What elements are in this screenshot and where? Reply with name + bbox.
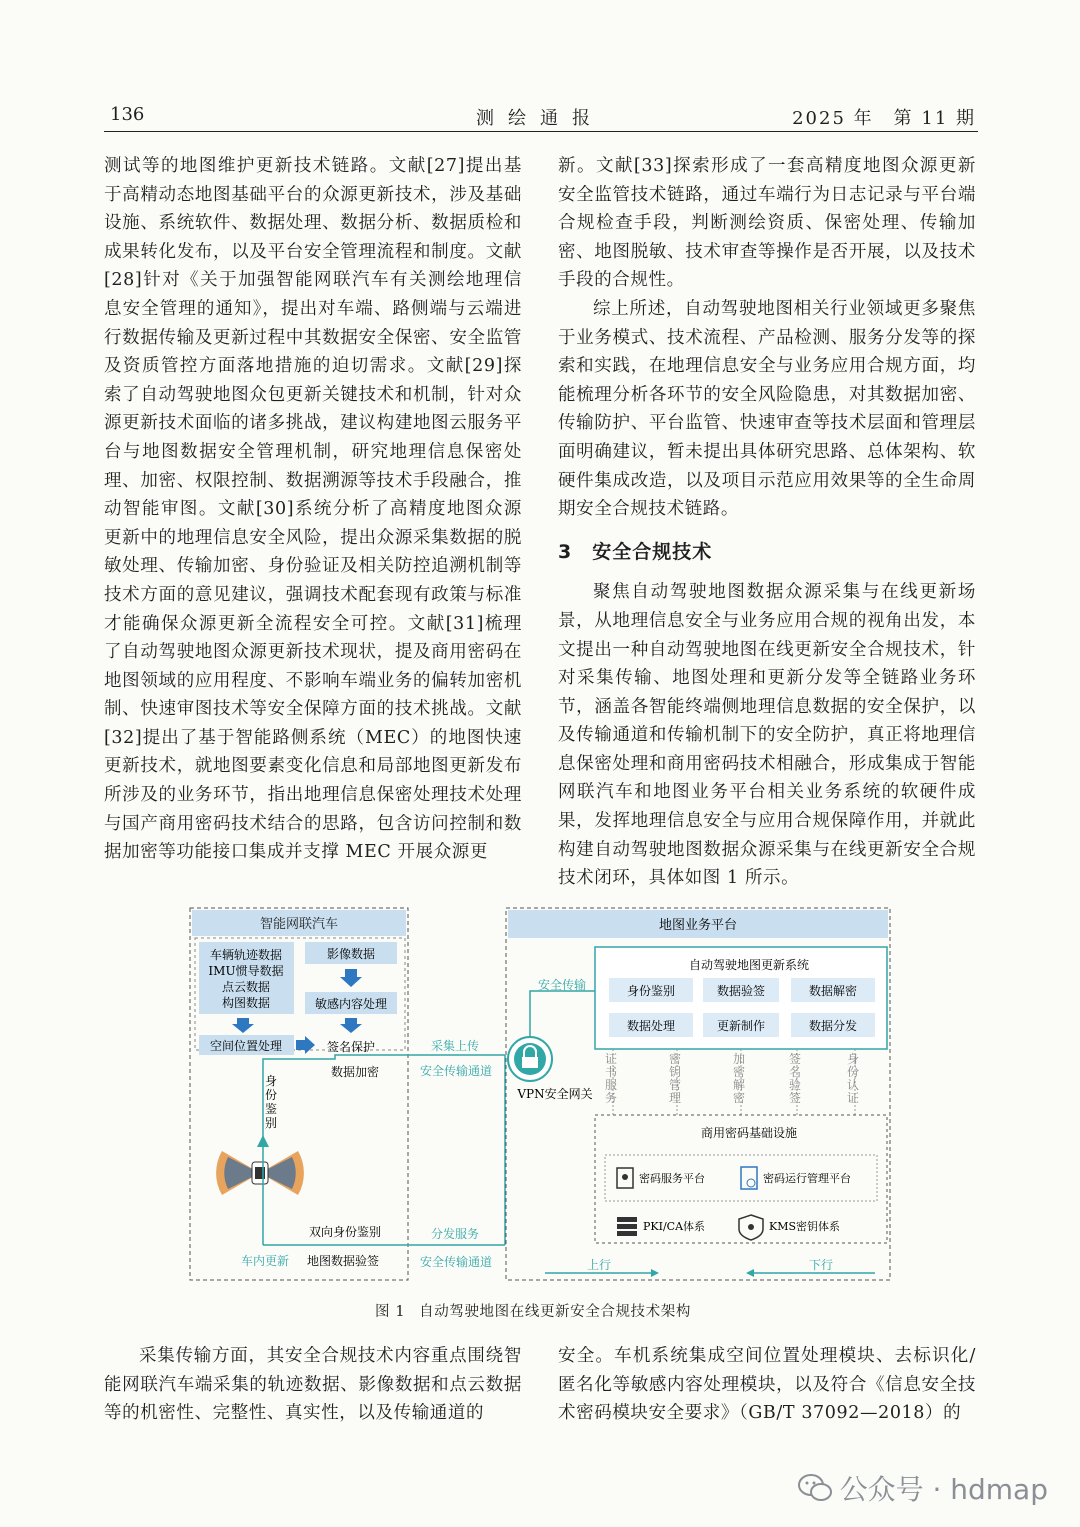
arrow-left-icon [746, 1269, 754, 1277]
secure-channel-top: 安全传输通道 [419, 1064, 493, 1078]
vpn-label: VPN安全网关 [517, 1087, 593, 1101]
bottom-left-paragraph: 采集传输方面，其安全合规技术内容重点围绕智能网联汽车端采集的轨迹数据、影像数据和点云数据等的机密性、完整性、真实性，以及传输通道的 [104, 1346, 522, 1424]
in-car-update: 车内更新 [240, 1254, 290, 1268]
sys-item: 更新制作 [716, 1019, 766, 1033]
journal-title: 测绘通报 [476, 108, 604, 129]
left-paragraph: 测试等的地图维护更新技术链路。文献[27]提出基于高精动态地图基础平台的众源更新技术，涉及基础设施、系统软件、数据处理、数据分析、数据质检和成果转化发布，以及平台安全管理流程和制度。文献[28]针对《关于加强智能网联汽车有关测绘地理信息安全管理的通知》，提出对车端、路侧端与云端进行数据传输及更新过程中其数据安全保密、安全监管及资质管控方面落地措施的迫切需求。文献[29]探索了自动驾驶地图众包更新关键技术和机制，针对众源更新技术面临的诸多挑战，建议构建地图云服务平台与地图数据安全管理机制，研究地理信息保密处理、加密、权限控制、数据溯源等技术手段融合，推动智能审图。文献[30]系统分析了高精度地图众源更新中的地理信息安全风险，提出众源采集数据的脱敏处理、传输加密、身份验证及相关防控追溯机制等技术方面的意见建议，强调技术配套现有政策与标准才能确保众源更新全流程安全可控。文献[31]梳理了自动驾驶地图众源更新技术现状，提及商用密码在地图领域的应用程度、不影响车端业务的偏转加密机制、快速审图技术等安全保障方面的技术挑战。文献[32]提出了基于智能路侧系统（MEC）的地图快速更新技术，就地图要素变化信息和局部地图更新发布所涉及的业务环节，指出地理信息保密处理技术处理与国产商用密码技术结合的思路，包含访问控制和数据加密等功能接口集成并支撑 MEC 开展众源更 [104, 156, 522, 863]
sys-item: 数据处理 [626, 1019, 676, 1033]
vehicle-data-3: 点云数据 [221, 980, 271, 994]
encrypt-label: 数据加密 [330, 1065, 380, 1079]
secure-channel-bottom: 安全传输通道 [419, 1255, 493, 1269]
identity-label [265, 1074, 277, 1130]
right-paragraph-3: 聚焦自动驾驶地图数据众源采集与在线更新场景，从地理信息安全与业务应用合规的视角出发，本文提出一种自动驾驶地图在线更新安全合规技术，针对采集传输、地图处理和更新分发等全链路业务环节，涵盖各智能终端侧地理信息数据的安全保护，以及传输通道和传输机制下的安全防护，真正将地理信息保密处理和商用密码技术相融合，形成集成于智能网联汽车和地图业务平台相关业务系统的软硬件成果，发挥地理信息安全与应用合规保障作用，并就此构建自动驾驶地图数据众源采集与在线更新安全合规技术闭环，具体如图 1 所示。 [558, 582, 976, 889]
spatial-label: 空间位置处理 [209, 1039, 283, 1053]
issue-info: 2025 年 第 11 期 [792, 108, 976, 129]
sys-item: 数据验签 [716, 984, 766, 998]
wechat-icon [798, 1474, 832, 1502]
vertical-label: 加密解密 [733, 1052, 746, 1105]
caption-label: 图 1 [375, 1304, 406, 1320]
svg-text:身份鉴别: 身份鉴别 [264, 1074, 278, 1130]
bottom-right-paragraph: 安全。车机系统集成空间位置处理模块、去标识化/匿名化等敏感内容处理模块，以及符合《信息安全技术密码模块安全要求》（GB/T 37092—2018）的 [558, 1346, 976, 1424]
architecture-diagram [185, 903, 895, 1286]
vehicle-data-2: IMU惯导数据 [208, 964, 284, 978]
right-paragraph-2: 综上所述，自动驾驶地图相关行业领域更多聚焦于业务模式、技术流程、产品检测、服务分发等的探索和实践，在地理信息安全与业务应用合规方面，均能梳理分析各环节的安全风险隐患，对其数据加密、传输防护、平台监管、快速审查等技术层面和管理层面明确建议，暂未提出具体研究思路、总体架构、软硬件集成改造，以及项目示范应用效果等的全生命周期安全合规技术链路。 [558, 298, 976, 520]
right-column [558, 152, 976, 893]
arrow-down-icon [340, 1018, 362, 1033]
bottom-left-column [104, 1342, 522, 1428]
vehicle-data-4: 构图数据 [221, 996, 271, 1010]
figure-caption [0, 1300, 1080, 1321]
caption-text: 自动驾驶地图在线更新安全合规技术架构 [419, 1304, 691, 1320]
image-data: 影像数据 [326, 947, 376, 961]
mutual-auth-label: 双向身份鉴别 [308, 1225, 382, 1239]
crypto-item: KMS密钥体系 [769, 1220, 841, 1233]
distribute-label: 分发服务 [430, 1227, 480, 1241]
update-system: 自动驾驶地图更新系统 [688, 958, 810, 972]
secure-transfer-line [530, 991, 595, 1037]
upload-line [263, 1055, 505, 1063]
sensitive-label: 敏感内容处理 [314, 997, 388, 1011]
vehicle-data-1: 车辆轨迹数据 [209, 948, 283, 962]
vertical-label: 签名验签 [789, 1052, 802, 1105]
crypto-service-icon [617, 1168, 633, 1188]
sys-item: 身份鉴别 [626, 984, 676, 998]
server-icon [617, 1217, 637, 1236]
left-column [104, 152, 522, 867]
section-title: 3 安全合规技术 [558, 540, 713, 563]
vertical-label: 身份认证 [847, 1052, 860, 1105]
vertical-labels [605, 1049, 859, 1115]
arrow-right-icon [651, 1269, 659, 1277]
sys-item: 数据解密 [808, 984, 858, 998]
bottom-right-column [558, 1342, 976, 1428]
car-icon [216, 1151, 304, 1195]
map-verify: 地图数据验签 [306, 1254, 380, 1268]
arrow-right-icon [296, 1036, 315, 1054]
down-label: 下行 [808, 1258, 834, 1272]
arrow-up-icon [257, 1135, 269, 1147]
right-paragraph-1: 新。文献[33]探索形成了一套高精度地图众源更新安全监管技术链路，通过车端行为日志记录与平台端合规检查手段，判断测绘资质、保密处理、传输加密、地图脱敏、技术审查等操作是否开展，以及技术手段的合规性。 [558, 156, 976, 291]
crypto-item: 密码运行管理平台 [763, 1172, 851, 1185]
crypto-infra: 商用密码基础设施 [700, 1126, 798, 1140]
sys-item: 数据分发 [808, 1019, 858, 1033]
vpn-lock-icon [508, 1037, 552, 1081]
platform-title: 地图业务平台 [658, 918, 738, 933]
crypto-ops-icon [741, 1167, 757, 1189]
watermark-text: 公众号 · hdmap [839, 1473, 1048, 1506]
shield-icon [739, 1215, 763, 1240]
vertical-label: 证书服务 [605, 1052, 618, 1105]
page-number: 136 [110, 104, 145, 125]
watermark [798, 1468, 1048, 1508]
vertical-label: 密钥管理 [669, 1052, 682, 1105]
sign-label: 签名保护 [326, 1040, 376, 1054]
secure-transfer: 安全传输 [537, 978, 587, 992]
crypto-item: 密码服务平台 [639, 1172, 705, 1185]
vehicle-title: 智能网联汽车 [259, 917, 339, 932]
arrow-down-icon [232, 1018, 254, 1033]
arrow-down-icon [340, 969, 362, 987]
crypto-item: PKI/CA体系 [643, 1220, 706, 1233]
collect-upload: 采集上传 [430, 1039, 480, 1053]
up-label: 上行 [586, 1258, 612, 1272]
header-rule [104, 131, 978, 132]
